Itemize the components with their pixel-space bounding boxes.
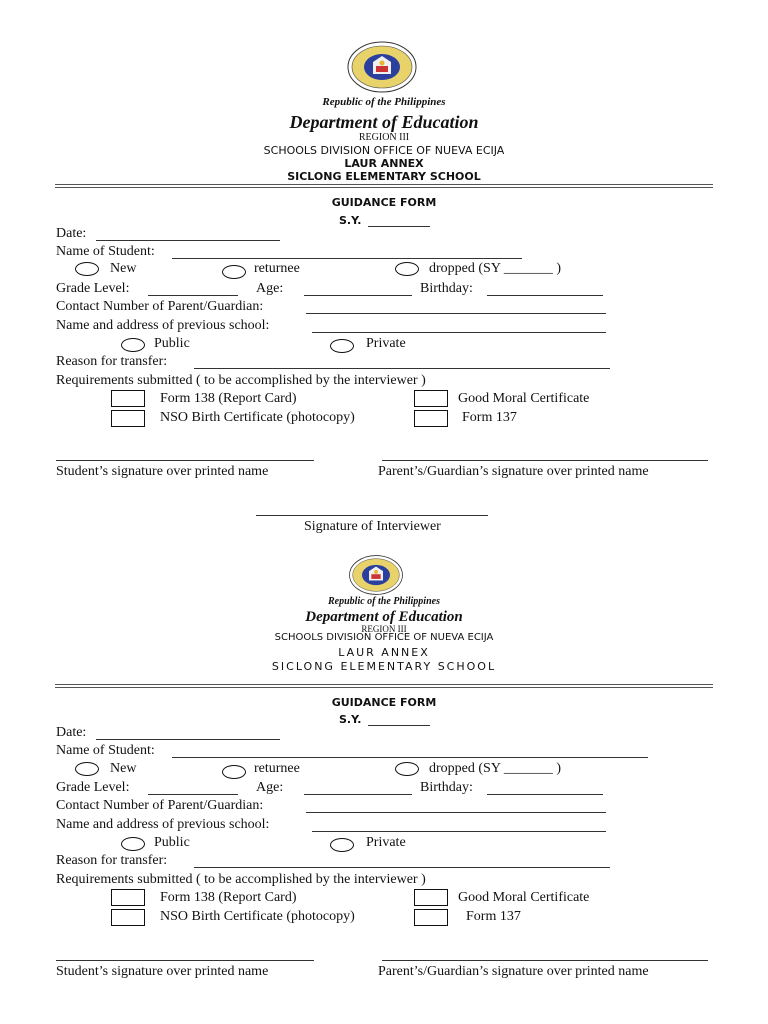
parent-signature-label: Parent’s/Guardian’s signature over printed name xyxy=(378,964,649,979)
dropped-radio[interactable] xyxy=(395,262,419,276)
parent-signature-line[interactable] xyxy=(382,960,708,961)
region-text: REGION III xyxy=(358,132,410,143)
nso-label: NSO Birth Certificate (photocopy) xyxy=(160,909,355,924)
public-radio[interactable] xyxy=(121,338,145,352)
division-text: SCHOOLS DIVISION OFFICE OF NUEVA ECIJA xyxy=(263,144,505,157)
region-text: REGION III xyxy=(361,624,407,634)
new-label: New xyxy=(110,261,137,276)
parent-signature-line[interactable] xyxy=(382,460,708,461)
returnee-label: returnee xyxy=(254,761,300,776)
new-label: New xyxy=(110,761,137,776)
dropped-label: dropped (SY _______ ) xyxy=(429,761,562,776)
grade-level-field[interactable] xyxy=(148,794,238,795)
annex-text: LAUR ANNEX xyxy=(338,646,430,659)
form-title: GUIDANCE FORM xyxy=(331,196,437,209)
deped-seal-icon xyxy=(346,40,418,94)
parent-signature-label: Parent’s/Guardian’s signature over printed name xyxy=(378,464,649,479)
school-name: SICLONG ELEMENTARY SCHOOL xyxy=(287,170,481,183)
republic-text: Republic of the Philippines xyxy=(322,96,446,108)
form137-label: Form 137 xyxy=(466,909,521,924)
nso-label: NSO Birth Certificate (photocopy) xyxy=(160,410,355,425)
student-name-field[interactable] xyxy=(172,757,648,758)
contact-label: Contact Number of Parent/Guardian: xyxy=(56,798,264,813)
public-radio[interactable] xyxy=(121,837,145,851)
requirements-label: Requirements submitted ( to be accomplished by the interviewer ) xyxy=(56,373,426,388)
form138-label: Form 138 (Report Card) xyxy=(160,890,297,905)
requirements-label: Requirements submitted ( to be accomplished by the interviewer ) xyxy=(56,872,426,887)
student-signature-label: Student’s signature over printed name xyxy=(56,464,269,479)
dropped-label: dropped (SY _______ ) xyxy=(429,261,562,276)
contact-label: Contact Number of Parent/Guardian: xyxy=(56,299,264,314)
good-moral-checkbox[interactable] xyxy=(414,390,448,407)
age-field[interactable] xyxy=(304,295,412,296)
sy-label: S.Y. xyxy=(339,214,362,227)
new-radio[interactable] xyxy=(75,762,99,776)
grade-level-label: Grade Level: xyxy=(56,281,130,296)
age-label: Age: xyxy=(256,780,284,795)
previous-school-field[interactable] xyxy=(312,831,606,832)
student-name-field[interactable] xyxy=(172,258,522,259)
student-signature-line[interactable] xyxy=(56,460,314,461)
returnee-label: returnee xyxy=(254,261,300,276)
reason-field[interactable] xyxy=(194,368,610,369)
department-title: Department of Education xyxy=(289,112,479,132)
age-label: Age: xyxy=(256,281,284,296)
nso-checkbox[interactable] xyxy=(111,909,145,926)
good-moral-label: Good Moral Certificate xyxy=(458,890,590,905)
school-name: SICLONG ELEMENTARY SCHOOL xyxy=(271,660,497,673)
private-label: Private xyxy=(366,835,406,850)
date-label: Date: xyxy=(56,725,87,740)
age-field[interactable] xyxy=(304,794,412,795)
deped-seal-icon xyxy=(344,554,408,596)
republic-text: Republic of the Philippines xyxy=(328,596,440,607)
reason-field[interactable] xyxy=(194,867,610,868)
birthday-field[interactable] xyxy=(487,794,603,795)
form137-checkbox[interactable] xyxy=(414,909,448,926)
student-signature-label: Student’s signature over printed name xyxy=(56,964,269,979)
form138-checkbox[interactable] xyxy=(111,889,145,906)
returnee-radio[interactable] xyxy=(222,765,246,779)
returnee-radio[interactable] xyxy=(222,265,246,279)
good-moral-label: Good Moral Certificate xyxy=(458,391,590,406)
header-rule xyxy=(55,184,713,188)
date-field[interactable] xyxy=(96,739,280,740)
student-signature-line[interactable] xyxy=(56,960,314,961)
grade-level-label: Grade Level: xyxy=(56,780,130,795)
grade-level-field[interactable] xyxy=(148,295,238,296)
student-name-label: Name of Student: xyxy=(56,244,155,259)
private-radio[interactable] xyxy=(330,838,354,852)
dropped-radio[interactable] xyxy=(395,762,419,776)
previous-school-label: Name and address of previous school: xyxy=(56,318,270,333)
nso-checkbox[interactable] xyxy=(111,410,145,427)
form138-label: Form 138 (Report Card) xyxy=(160,391,297,406)
private-radio[interactable] xyxy=(330,339,354,353)
birthday-label: Birthday: xyxy=(420,281,473,296)
public-label: Public xyxy=(154,835,190,850)
sy-field[interactable] xyxy=(368,725,430,726)
previous-school-field[interactable] xyxy=(312,332,606,333)
contact-field[interactable] xyxy=(306,313,606,314)
form137-checkbox[interactable] xyxy=(414,410,448,427)
reason-label: Reason for transfer: xyxy=(56,853,168,868)
student-name-label: Name of Student: xyxy=(56,743,155,758)
birthday-label: Birthday: xyxy=(420,780,473,795)
form-title: GUIDANCE FORM xyxy=(331,696,437,709)
sy-field[interactable] xyxy=(368,226,430,227)
interviewer-signature-label: Signature of Interviewer xyxy=(304,519,441,534)
department-title: Department of Education xyxy=(305,609,463,625)
birthday-field[interactable] xyxy=(487,295,603,296)
reason-label: Reason for transfer: xyxy=(56,354,168,369)
public-label: Public xyxy=(154,336,190,351)
date-field[interactable] xyxy=(96,240,280,241)
private-label: Private xyxy=(366,336,406,351)
form137-label: Form 137 xyxy=(462,410,517,425)
contact-field[interactable] xyxy=(306,812,606,813)
sy-label: S.Y. xyxy=(339,713,362,726)
good-moral-checkbox[interactable] xyxy=(414,889,448,906)
interviewer-signature-line[interactable] xyxy=(256,515,488,516)
new-radio[interactable] xyxy=(75,262,99,276)
division-text: SCHOOLS DIVISION OFFICE OF NUEVA ECIJA xyxy=(274,632,494,643)
annex-text: LAUR ANNEX xyxy=(344,157,424,170)
form138-checkbox[interactable] xyxy=(111,390,145,407)
header-rule xyxy=(55,684,713,688)
previous-school-label: Name and address of previous school: xyxy=(56,817,270,832)
date-label: Date: xyxy=(56,226,87,241)
